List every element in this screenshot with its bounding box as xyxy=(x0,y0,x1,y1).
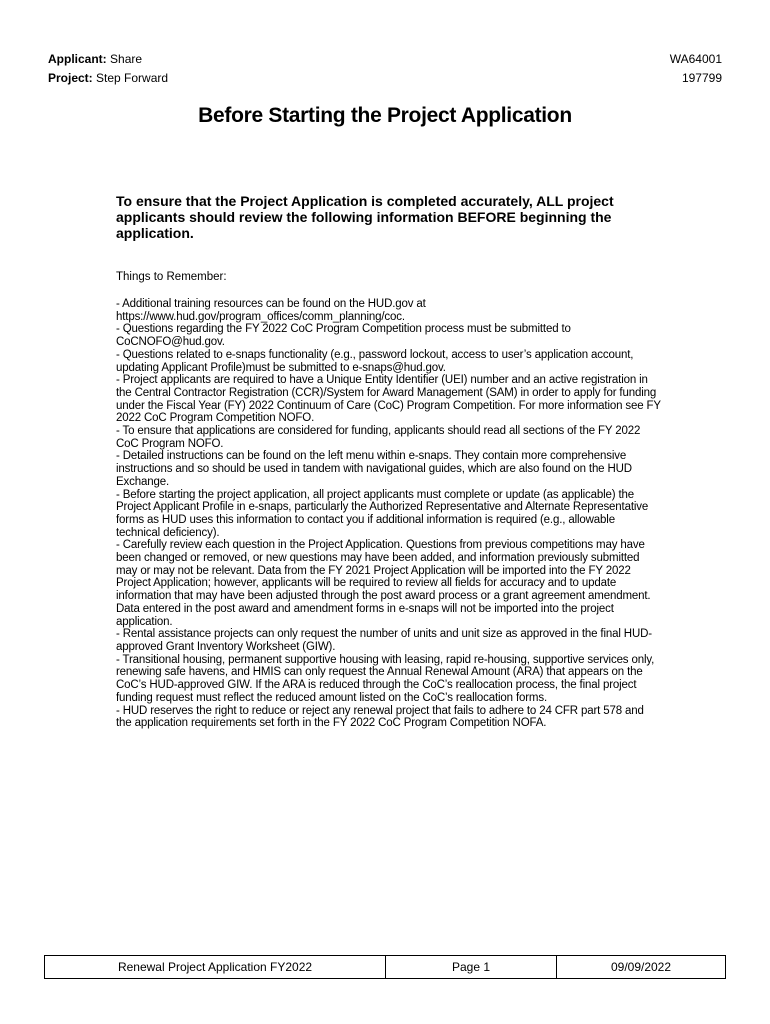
instruction-item: - Detailed instructions can be found on the left menu within e-snaps. They contain more comprehensive instructions and so should be used in tandem with navigational guides, which are also found on the HUD Exchange. xyxy=(116,450,632,488)
applicant-field xyxy=(48,50,142,69)
page-header xyxy=(48,50,722,88)
instruction-item: - To ensure that applications are considered for funding, applicants should read all sections of the FY 2022 CoC Program NOFO. xyxy=(116,425,641,450)
page-title: Before Starting the Project Application xyxy=(198,104,572,127)
footer-page-number: Page 1 xyxy=(386,956,557,978)
intro-paragraph: To ensure that the Project Application is completed accurately, ALL project applicants should review the following information BEFORE beginning the application. xyxy=(116,193,614,241)
instruction-item: - Questions regarding the FY 2022 CoC Program Competition process must be submitted to CoCNOFO@hud.gov. xyxy=(116,323,571,349)
instruction-item: - Before starting the project application, all project applicants must complete or update (as applicable) the Project Applicant Profile in e-snaps, particularly the Authorized Representative and Alternate Representative forms as HUD uses this information to contact you if additional information is required (e.g., allowable technical deficiency). xyxy=(116,488,649,539)
project-field xyxy=(48,69,168,88)
instruction-item: - Project applicants are required to have a Unique Entity Identifier (UEI) number and an active registration in the Central Contractor Registration (CCR)/System for Award Management (SAM) in order to apply for funding under the Fiscal Year (FY) 2022 Continuum of Care (CoC) Program Competition. For more information see FY 2022 CoC Program Competition NOFO. xyxy=(116,374,661,425)
applicant-label: Applicant: xyxy=(48,52,107,66)
instruction-item: - HUD reserves the right to reduce or reject any renewal project that fails to adhere to 24 CFR part 578 and the application requirements set forth in the FY 2022 CoC Program Competition NOFA. xyxy=(116,704,644,730)
header-row-applicant xyxy=(48,50,722,69)
project-id: 197799 xyxy=(681,71,722,85)
instruction-item: - Additional training resources can be found on the HUD.gov at https://www.hud.gov/program_offices/comm_planning/coc. xyxy=(116,298,426,323)
project-value: Step Forward xyxy=(96,71,169,85)
instruction-item: - Rental assistance projects can only request the number of units and unit size as approved in the final HUD-approved Grant Inventory Worksheet (GIW). xyxy=(116,628,652,653)
instruction-item: - Questions related to e-snaps functionality (e.g., password lockout, access to user’s application account, updating Applicant Profile)must be submitted to e-snaps@hud.gov. xyxy=(116,348,634,374)
project-label: Project: xyxy=(48,71,93,85)
instruction-item: - Transitional housing, permanent supportive housing with leasing, rapid re-housing, supportive services only, renewing safe havens, and HMIS can only request the Annual Renewal Amount (ARA) that appears on the CoC’s HUD-approved GIW. If the ARA is reduced through the CoC’s reallocation process, the final project funding request must reflect the reduced amount listed on the CoC’s reallocation forms. xyxy=(116,653,655,704)
things-to-remember-heading: Things to Remember: xyxy=(116,271,227,283)
footer-form-name: Renewal Project Application FY2022 xyxy=(45,956,386,978)
instructions-list xyxy=(116,298,661,730)
page-footer xyxy=(44,955,726,979)
applicant-value: Share xyxy=(110,52,143,66)
instruction-item: - Carefully review each question in the Project Application. Questions from previous competitions may have been changed or removed, or new questions may have been added, and information previously submitted may or may not be relevant. Data from the FY 2021 Project Application will be imported into the FY 2022 Project Application; however, applicants will be required to review all fields for accuracy and to update information that may have been adjusted through the post award process or a grant agreement amendment. Data entered in the post award and amendment forms in e-snaps will not be imported into the project application. xyxy=(116,539,651,628)
applicant-id: WA64001 xyxy=(669,52,722,66)
footer-date: 09/09/2022 xyxy=(610,960,672,974)
header-row-project xyxy=(48,69,722,88)
